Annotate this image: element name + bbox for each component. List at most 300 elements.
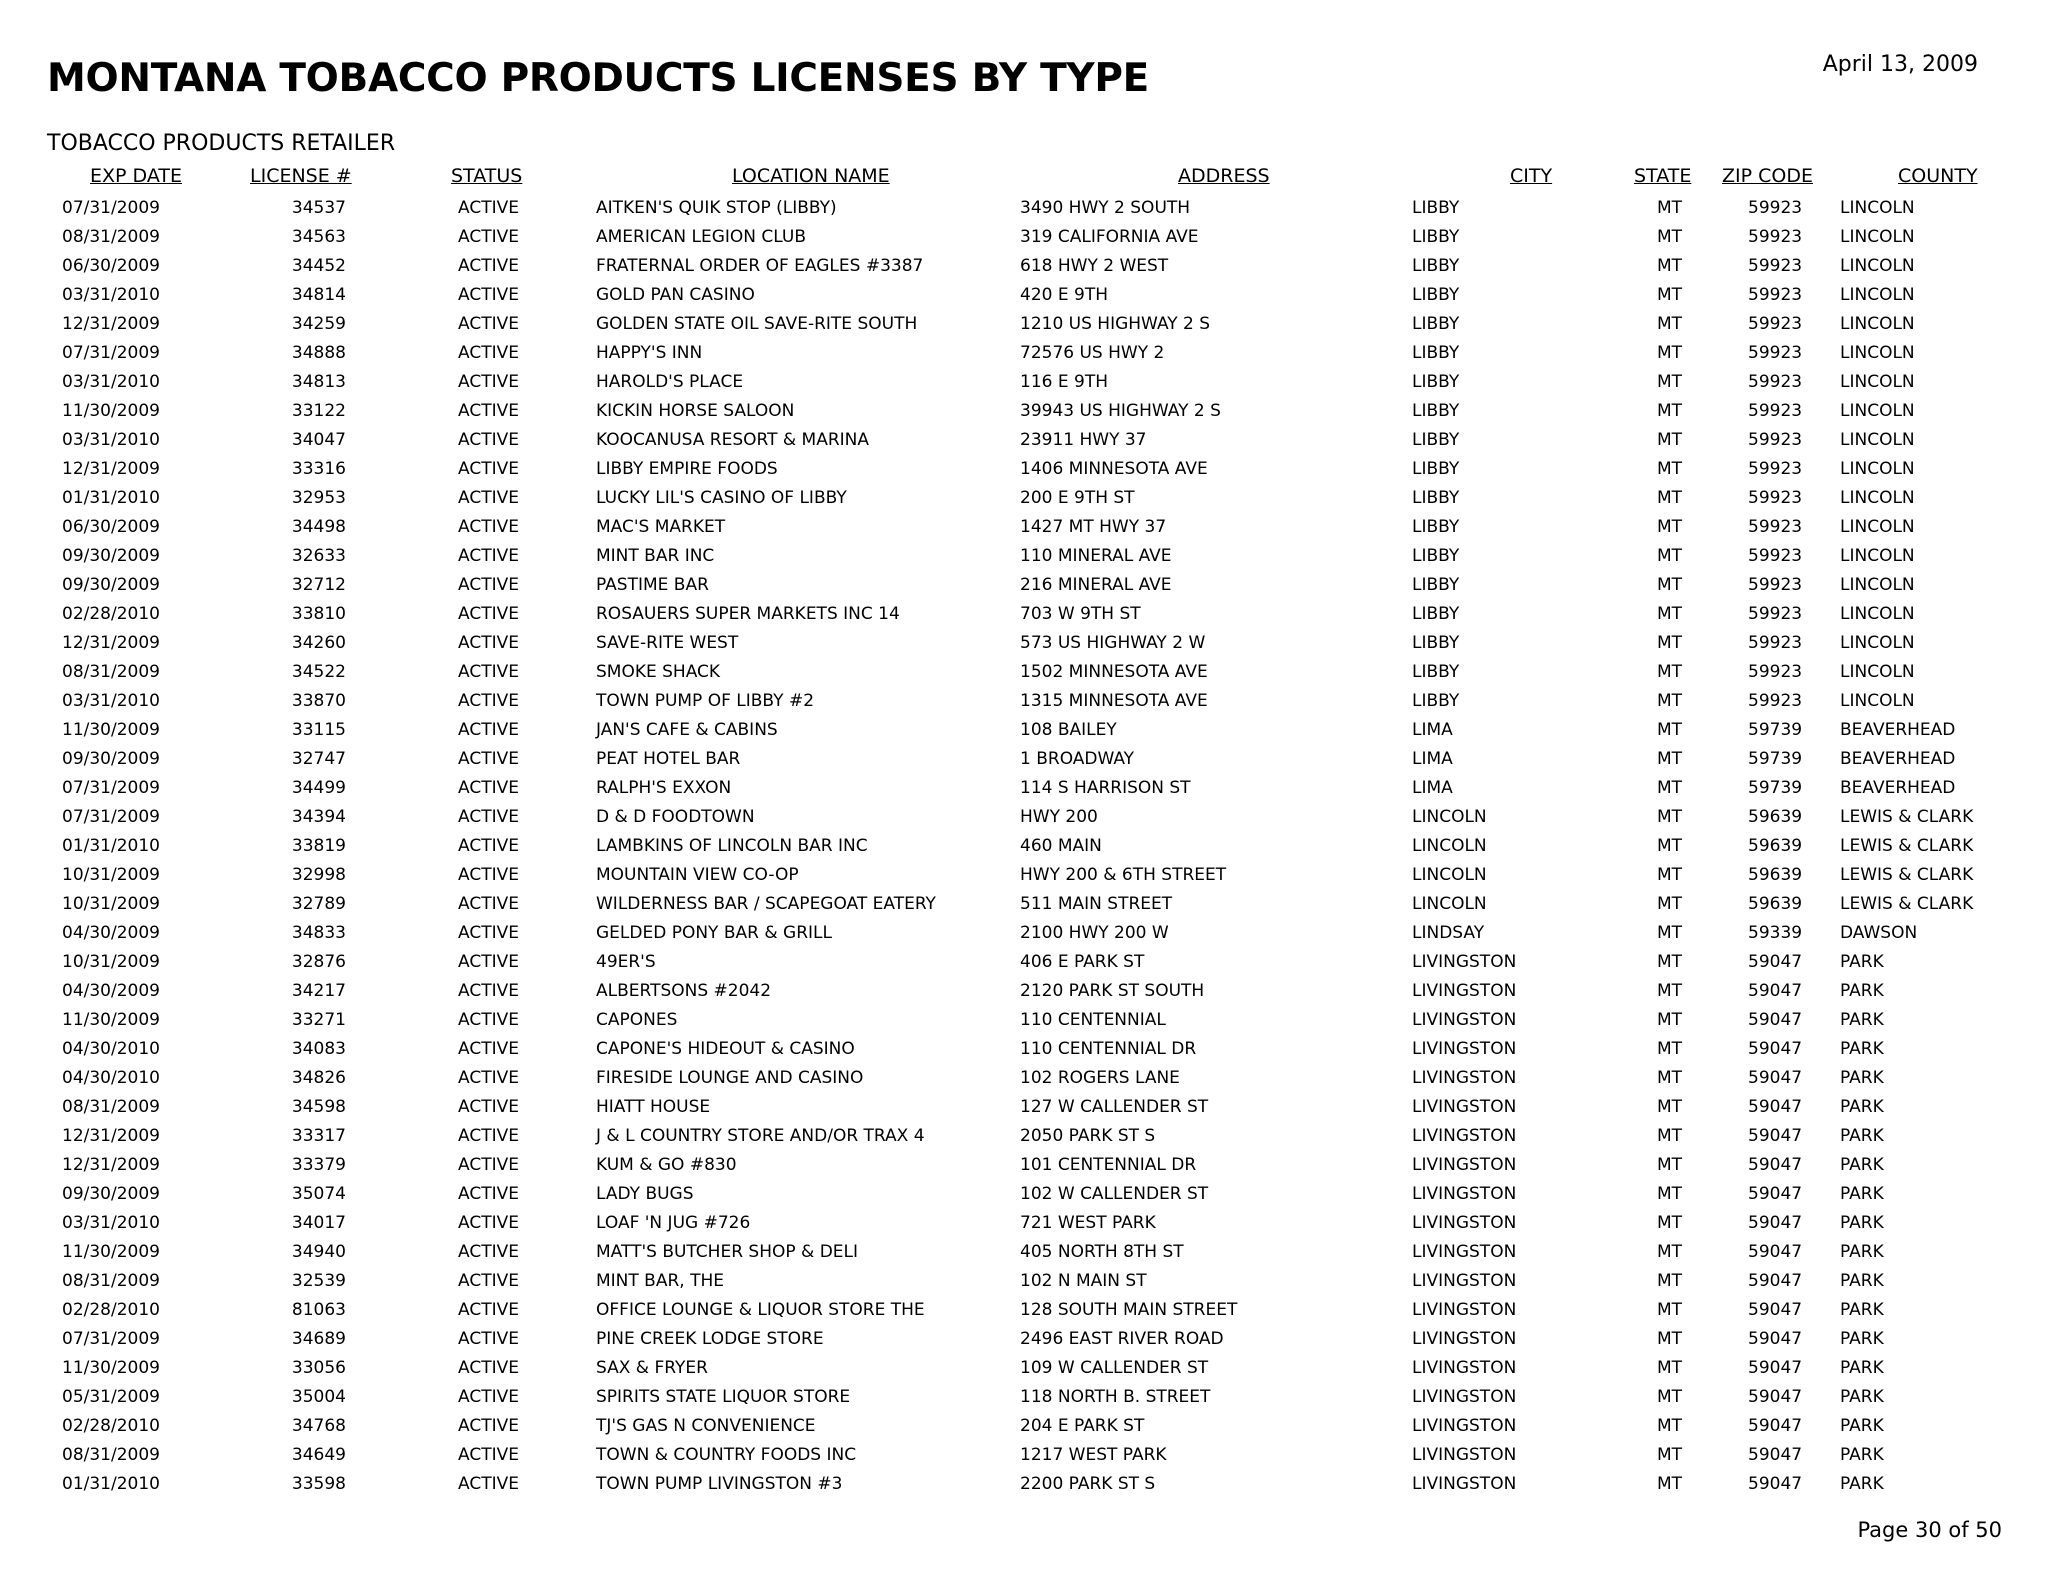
exp-date-cell: 11/30/2009: [62, 1010, 160, 1030]
city-cell: LIVINGSTON: [1412, 1010, 1517, 1030]
city-cell: LIVINGSTON: [1412, 1213, 1517, 1233]
state-cell: MT: [1657, 1155, 1683, 1175]
state-cell: MT: [1657, 517, 1683, 537]
table-row: [0, 977, 2048, 1006]
exp-date-cell: 09/30/2009: [62, 575, 160, 595]
city-cell: LIMA: [1412, 778, 1453, 798]
county-cell: LINCOLN: [1840, 314, 1915, 334]
zip-code-cell: 59047: [1748, 1416, 1803, 1436]
location-name-cell: ROSAUERS SUPER MARKETS INC 14: [596, 604, 900, 624]
address-cell: 1 BROADWAY: [1020, 749, 1135, 769]
state-cell: MT: [1657, 343, 1683, 363]
city-cell: LIMA: [1412, 749, 1453, 769]
city-cell: LIBBY: [1412, 633, 1460, 653]
location-name-cell: KOOCANUSA RESORT & MARINA: [596, 430, 869, 450]
address-cell: 1217 WEST PARK: [1020, 1445, 1167, 1465]
exp-date-cell: 04/30/2009: [62, 923, 160, 943]
status-cell: ACTIVE: [458, 401, 519, 421]
city-cell: LIVINGSTON: [1412, 1445, 1517, 1465]
county-cell: PARK: [1840, 1184, 1884, 1204]
location-name-cell: PEAT HOTEL BAR: [596, 749, 741, 769]
location-name-cell: TOWN & COUNTRY FOODS INC: [596, 1445, 857, 1465]
table-row: [0, 1035, 2048, 1064]
address-cell: 110 CENTENNIAL DR: [1020, 1039, 1197, 1059]
location-name-cell: SAX & FRYER: [596, 1358, 708, 1378]
status-cell: ACTIVE: [458, 1126, 519, 1146]
city-cell: LIBBY: [1412, 430, 1460, 450]
exp-date-cell: 04/30/2010: [62, 1068, 160, 1088]
license-cell: 34217: [291, 981, 346, 1001]
address-cell: 200 E 9TH ST: [1020, 488, 1135, 508]
exp-date-cell: 08/31/2009: [62, 1271, 160, 1291]
zip-code-cell: 59047: [1748, 1445, 1803, 1465]
location-name-cell: KUM & GO #830: [596, 1155, 737, 1175]
location-name-cell: ALBERTSONS #2042: [596, 981, 772, 1001]
state-cell: MT: [1657, 836, 1683, 856]
exp-date-cell: 02/28/2010: [62, 1416, 160, 1436]
location-name-cell: LOAF 'N JUG #726: [596, 1213, 751, 1233]
zip-code-cell: 59047: [1748, 1039, 1803, 1059]
status-cell: ACTIVE: [458, 1387, 519, 1407]
address-cell: 405 NORTH 8TH ST: [1020, 1242, 1184, 1262]
state-cell: MT: [1657, 1329, 1683, 1349]
table-row: [0, 223, 2048, 252]
city-cell: LIVINGSTON: [1412, 1126, 1517, 1146]
license-cell: 34083: [291, 1039, 346, 1059]
county-cell: PARK: [1840, 1126, 1884, 1146]
table-header: [0, 165, 2048, 191]
county-cell: LINCOLN: [1840, 488, 1915, 508]
license-cell: 35074: [291, 1184, 346, 1204]
exp-date-cell: 08/31/2009: [62, 662, 160, 682]
location-name-cell: HIATT HOUSE: [596, 1097, 711, 1117]
table-row: [0, 629, 2048, 658]
status-cell: ACTIVE: [458, 807, 519, 827]
county-cell: LINCOLN: [1840, 691, 1915, 711]
county-cell: LINCOLN: [1840, 401, 1915, 421]
city-cell: LIBBY: [1412, 285, 1460, 305]
status-cell: ACTIVE: [458, 517, 519, 537]
exp-date-cell: 03/31/2010: [62, 430, 160, 450]
location-name-cell: D & D FOODTOWN: [596, 807, 755, 827]
city-cell: LIBBY: [1412, 256, 1460, 276]
address-cell: 204 E PARK ST: [1020, 1416, 1145, 1436]
state-cell: MT: [1657, 865, 1683, 885]
state-cell: MT: [1657, 227, 1683, 247]
zip-code-cell: 59923: [1748, 459, 1803, 479]
status-cell: ACTIVE: [458, 314, 519, 334]
license-cell: 34498: [291, 517, 346, 537]
city-cell: LIVINGSTON: [1412, 981, 1517, 1001]
address-cell: 102 W CALLENDER ST: [1020, 1184, 1209, 1204]
location-name-cell: FIRESIDE LOUNGE AND CASINO: [596, 1068, 864, 1088]
address-cell: 2200 PARK ST S: [1020, 1474, 1156, 1494]
county-cell: PARK: [1840, 1213, 1884, 1233]
table-row: [0, 716, 2048, 745]
state-cell: MT: [1657, 1300, 1683, 1320]
address-cell: 1502 MINNESOTA AVE: [1020, 662, 1208, 682]
address-cell: 39943 US HIGHWAY 2 S: [1020, 401, 1221, 421]
exp-date-cell: 11/30/2009: [62, 1242, 160, 1262]
city-cell: LIBBY: [1412, 343, 1460, 363]
license-cell: 34563: [291, 227, 346, 247]
location-name-cell: LIBBY EMPIRE FOODS: [596, 459, 778, 479]
state-cell: MT: [1657, 1097, 1683, 1117]
zip-code-cell: 59047: [1748, 1126, 1803, 1146]
zip-code-cell: 59047: [1748, 1358, 1803, 1378]
location-name-cell: SAVE-RITE WEST: [596, 633, 739, 653]
zip-code-cell: 59923: [1748, 488, 1803, 508]
license-cell: 34768: [291, 1416, 346, 1436]
exp-date-cell: 02/28/2010: [62, 1300, 160, 1320]
county-cell: PARK: [1840, 1155, 1884, 1175]
address-cell: 101 CENTENNIAL DR: [1020, 1155, 1197, 1175]
address-cell: 102 N MAIN ST: [1020, 1271, 1147, 1291]
location-name-cell: AMERICAN LEGION CLUB: [596, 227, 806, 247]
table-row: [0, 1122, 2048, 1151]
table-row: [0, 542, 2048, 571]
state-cell: MT: [1657, 546, 1683, 566]
exp-date-cell: 08/31/2009: [62, 1097, 160, 1117]
license-cell: 34452: [291, 256, 346, 276]
address-cell: 1406 MINNESOTA AVE: [1020, 459, 1208, 479]
county-cell: LINCOLN: [1840, 343, 1915, 363]
city-cell: LINCOLN: [1412, 836, 1487, 856]
status-cell: ACTIVE: [458, 778, 519, 798]
city-cell: LIBBY: [1412, 488, 1460, 508]
license-cell: 33598: [291, 1474, 346, 1494]
exp-date-cell: 07/31/2009: [62, 343, 160, 363]
column-header-license: LICENSE #: [250, 165, 352, 187]
location-name-cell: KICKIN HORSE SALOON: [596, 401, 795, 421]
status-cell: ACTIVE: [458, 1271, 519, 1291]
city-cell: LIMA: [1412, 720, 1453, 740]
city-cell: LIBBY: [1412, 691, 1460, 711]
zip-code-cell: 59639: [1748, 807, 1803, 827]
zip-code-cell: 59047: [1748, 1010, 1803, 1030]
city-cell: LINDSAY: [1412, 923, 1485, 943]
county-cell: LINCOLN: [1840, 517, 1915, 537]
column-header-status: STATUS: [451, 165, 523, 187]
location-name-cell: TOWN PUMP OF LIBBY #2: [596, 691, 815, 711]
exp-date-cell: 03/31/2010: [62, 691, 160, 711]
county-cell: LINCOLN: [1840, 430, 1915, 450]
state-cell: MT: [1657, 1271, 1683, 1291]
city-cell: LIVINGSTON: [1412, 1416, 1517, 1436]
license-cell: 32789: [291, 894, 346, 914]
state-cell: MT: [1657, 720, 1683, 740]
state-cell: MT: [1657, 1416, 1683, 1436]
exp-date-cell: 12/31/2009: [62, 1126, 160, 1146]
state-cell: MT: [1657, 1213, 1683, 1233]
license-cell: 32876: [291, 952, 346, 972]
exp-date-cell: 03/31/2010: [62, 372, 160, 392]
address-cell: 108 BAILEY: [1020, 720, 1117, 740]
license-cell: 32998: [291, 865, 346, 885]
zip-code-cell: 59639: [1748, 865, 1803, 885]
address-cell: 127 W CALLENDER ST: [1020, 1097, 1209, 1117]
status-cell: ACTIVE: [458, 372, 519, 392]
license-cell: 34888: [291, 343, 346, 363]
exp-date-cell: 12/31/2009: [62, 633, 160, 653]
table-row: [0, 948, 2048, 977]
license-cell: 33870: [291, 691, 346, 711]
license-cell: 34499: [291, 778, 346, 798]
county-cell: BEAVERHEAD: [1840, 749, 1956, 769]
exp-date-cell: 11/30/2009: [62, 1358, 160, 1378]
table-row: [0, 1267, 2048, 1296]
city-cell: LIBBY: [1412, 604, 1460, 624]
table-row: [0, 1180, 2048, 1209]
zip-code-cell: 59923: [1748, 691, 1803, 711]
address-cell: 72576 US HWY 2: [1020, 343, 1165, 363]
exp-date-cell: 09/30/2009: [62, 1184, 160, 1204]
table-row: [0, 774, 2048, 803]
license-cell: 34598: [291, 1097, 346, 1117]
status-cell: ACTIVE: [458, 749, 519, 769]
table-row: [0, 368, 2048, 397]
city-cell: LIVINGSTON: [1412, 1242, 1517, 1262]
county-cell: PARK: [1840, 1010, 1884, 1030]
county-cell: PARK: [1840, 1068, 1884, 1088]
zip-code-cell: 59047: [1748, 952, 1803, 972]
county-cell: LINCOLN: [1840, 256, 1915, 276]
table-row: [0, 1441, 2048, 1470]
exp-date-cell: 06/30/2009: [62, 517, 160, 537]
table-row: [0, 658, 2048, 687]
status-cell: ACTIVE: [458, 836, 519, 856]
zip-code-cell: 59047: [1748, 1387, 1803, 1407]
location-name-cell: AITKEN'S QUIK STOP (LIBBY): [596, 198, 837, 218]
city-cell: LIBBY: [1412, 575, 1460, 595]
zip-code-cell: 59923: [1748, 546, 1803, 566]
county-cell: BEAVERHEAD: [1840, 778, 1956, 798]
zip-code-cell: 59923: [1748, 430, 1803, 450]
status-cell: ACTIVE: [458, 894, 519, 914]
state-cell: MT: [1657, 1358, 1683, 1378]
table-row: [0, 339, 2048, 368]
zip-code-cell: 59047: [1748, 1300, 1803, 1320]
state-cell: MT: [1657, 807, 1683, 827]
column-header-state: STATE: [1634, 165, 1692, 187]
license-cell: 34522: [291, 662, 346, 682]
exp-date-cell: 10/31/2009: [62, 865, 160, 885]
city-cell: LIBBY: [1412, 227, 1460, 247]
exp-date-cell: 01/31/2010: [62, 1474, 160, 1494]
exp-date-cell: 04/30/2010: [62, 1039, 160, 1059]
state-cell: MT: [1657, 401, 1683, 421]
exp-date-cell: 12/31/2009: [62, 314, 160, 334]
table-row: [0, 194, 2048, 223]
license-cell: 32747: [291, 749, 346, 769]
location-name-cell: SMOKE SHACK: [596, 662, 721, 682]
zip-code-cell: 59923: [1748, 343, 1803, 363]
city-cell: LINCOLN: [1412, 807, 1487, 827]
exp-date-cell: 02/28/2010: [62, 604, 160, 624]
table-row: [0, 1325, 2048, 1354]
state-cell: MT: [1657, 633, 1683, 653]
location-name-cell: LAMBKINS OF LINCOLN BAR INC: [596, 836, 868, 856]
city-cell: LIVINGSTON: [1412, 1387, 1517, 1407]
exp-date-cell: 09/30/2009: [62, 546, 160, 566]
address-cell: 118 NORTH B. STREET: [1020, 1387, 1211, 1407]
county-cell: LINCOLN: [1840, 227, 1915, 247]
exp-date-cell: 01/31/2010: [62, 488, 160, 508]
county-cell: LINCOLN: [1840, 633, 1915, 653]
zip-code-cell: 59923: [1748, 517, 1803, 537]
city-cell: LIBBY: [1412, 517, 1460, 537]
status-cell: ACTIVE: [458, 343, 519, 363]
county-cell: PARK: [1840, 1329, 1884, 1349]
city-cell: LIBBY: [1412, 314, 1460, 334]
state-cell: MT: [1657, 459, 1683, 479]
exp-date-cell: 07/31/2009: [62, 807, 160, 827]
table-row: [0, 252, 2048, 281]
license-cell: 33810: [291, 604, 346, 624]
table-row: [0, 1093, 2048, 1122]
license-cell: 34833: [291, 923, 346, 943]
address-cell: 102 ROGERS LANE: [1020, 1068, 1180, 1088]
city-cell: LIVINGSTON: [1412, 1068, 1517, 1088]
table-row: [0, 600, 2048, 629]
address-cell: 703 W 9TH ST: [1020, 604, 1141, 624]
address-cell: 573 US HIGHWAY 2 W: [1020, 633, 1206, 653]
zip-code-cell: 59923: [1748, 401, 1803, 421]
location-name-cell: TJ'S GAS N CONVENIENCE: [596, 1416, 816, 1436]
zip-code-cell: 59047: [1748, 1329, 1803, 1349]
zip-code-cell: 59923: [1748, 604, 1803, 624]
city-cell: LINCOLN: [1412, 865, 1487, 885]
county-cell: PARK: [1840, 981, 1884, 1001]
location-name-cell: PASTIME BAR: [596, 575, 709, 595]
location-name-cell: FRATERNAL ORDER OF EAGLES #3387: [596, 256, 924, 276]
state-cell: MT: [1657, 1068, 1683, 1088]
table-row: [0, 281, 2048, 310]
address-cell: 128 SOUTH MAIN STREET: [1020, 1300, 1238, 1320]
county-cell: PARK: [1840, 1445, 1884, 1465]
location-name-cell: J & L COUNTRY STORE AND/OR TRAX 4: [596, 1126, 925, 1146]
address-cell: HWY 200: [1020, 807, 1098, 827]
table-row: [0, 1238, 2048, 1267]
county-cell: LINCOLN: [1840, 285, 1915, 305]
location-name-cell: MOUNTAIN VIEW CO-OP: [596, 865, 799, 885]
address-cell: 420 E 9TH: [1020, 285, 1108, 305]
zip-code-cell: 59047: [1748, 981, 1803, 1001]
address-cell: 110 CENTENNIAL: [1020, 1010, 1166, 1030]
license-cell: 34259: [291, 314, 346, 334]
status-cell: ACTIVE: [458, 488, 519, 508]
table-row: [0, 919, 2048, 948]
county-cell: PARK: [1840, 1039, 1884, 1059]
column-header-address: ADDRESS: [1178, 165, 1270, 187]
zip-code-cell: 59339: [1748, 923, 1803, 943]
city-cell: LIBBY: [1412, 546, 1460, 566]
status-cell: ACTIVE: [458, 720, 519, 740]
zip-code-cell: 59047: [1748, 1097, 1803, 1117]
exp-date-cell: 03/31/2010: [62, 285, 160, 305]
city-cell: LIBBY: [1412, 198, 1460, 218]
location-name-cell: RALPH'S EXXON: [596, 778, 732, 798]
zip-code-cell: 59047: [1748, 1474, 1803, 1494]
status-cell: ACTIVE: [458, 633, 519, 653]
status-cell: ACTIVE: [458, 1039, 519, 1059]
address-cell: 2050 PARK ST S: [1020, 1126, 1156, 1146]
address-cell: 3490 HWY 2 SOUTH: [1020, 198, 1191, 218]
exp-date-cell: 10/31/2009: [62, 894, 160, 914]
zip-code-cell: 59739: [1748, 749, 1803, 769]
license-cell: 34537: [291, 198, 346, 218]
location-name-cell: GOLD PAN CASINO: [596, 285, 755, 305]
state-cell: MT: [1657, 575, 1683, 595]
license-cell: 34814: [291, 285, 346, 305]
city-cell: LIVINGSTON: [1412, 952, 1517, 972]
address-cell: 116 E 9TH: [1020, 372, 1108, 392]
license-cell: 34394: [291, 807, 346, 827]
state-cell: MT: [1657, 894, 1683, 914]
city-cell: LIVINGSTON: [1412, 1329, 1517, 1349]
zip-code-cell: 59923: [1748, 372, 1803, 392]
table-row: [0, 397, 2048, 426]
table-row: [0, 1006, 2048, 1035]
column-header-county: COUNTY: [1898, 165, 1978, 187]
location-name-cell: MINT BAR, THE: [596, 1271, 725, 1291]
address-cell: 114 S HARRISON ST: [1020, 778, 1191, 798]
location-name-cell: GOLDEN STATE OIL SAVE-RITE SOUTH: [596, 314, 918, 334]
status-cell: ACTIVE: [458, 575, 519, 595]
status-cell: ACTIVE: [458, 227, 519, 247]
status-cell: ACTIVE: [458, 865, 519, 885]
location-name-cell: JAN'S CAFE & CABINS: [596, 720, 778, 740]
exp-date-cell: 03/31/2010: [62, 1213, 160, 1233]
address-cell: 721 WEST PARK: [1020, 1213, 1156, 1233]
location-name-cell: PINE CREEK LODGE STORE: [596, 1329, 824, 1349]
status-cell: ACTIVE: [458, 691, 519, 711]
exp-date-cell: 07/31/2009: [62, 1329, 160, 1349]
zip-code-cell: 59047: [1748, 1068, 1803, 1088]
address-cell: 2100 HWY 200 W: [1020, 923, 1169, 943]
city-cell: LINCOLN: [1412, 894, 1487, 914]
status-cell: ACTIVE: [458, 198, 519, 218]
license-cell: 35004: [291, 1387, 346, 1407]
status-cell: ACTIVE: [458, 952, 519, 972]
status-cell: ACTIVE: [458, 1300, 519, 1320]
table-row: [0, 745, 2048, 774]
county-cell: LINCOLN: [1840, 198, 1915, 218]
county-cell: BEAVERHEAD: [1840, 720, 1956, 740]
address-cell: 109 W CALLENDER ST: [1020, 1358, 1209, 1378]
status-cell: ACTIVE: [458, 1329, 519, 1349]
status-cell: ACTIVE: [458, 430, 519, 450]
county-cell: PARK: [1840, 1358, 1884, 1378]
zip-code-cell: 59923: [1748, 575, 1803, 595]
state-cell: MT: [1657, 1242, 1683, 1262]
state-cell: MT: [1657, 952, 1683, 972]
status-cell: ACTIVE: [458, 256, 519, 276]
license-cell: 34649: [291, 1445, 346, 1465]
city-cell: LIVINGSTON: [1412, 1155, 1517, 1175]
state-cell: MT: [1657, 691, 1683, 711]
zip-code-cell: 59923: [1748, 662, 1803, 682]
county-cell: LEWIS & CLARK: [1840, 865, 1974, 885]
status-cell: ACTIVE: [458, 1068, 519, 1088]
license-cell: 32539: [291, 1271, 346, 1291]
license-cell: 34689: [291, 1329, 346, 1349]
status-cell: ACTIVE: [458, 662, 519, 682]
license-cell: 34047: [291, 430, 346, 450]
city-cell: LIBBY: [1412, 372, 1460, 392]
table-row: [0, 484, 2048, 513]
exp-date-cell: 05/31/2009: [62, 1387, 160, 1407]
